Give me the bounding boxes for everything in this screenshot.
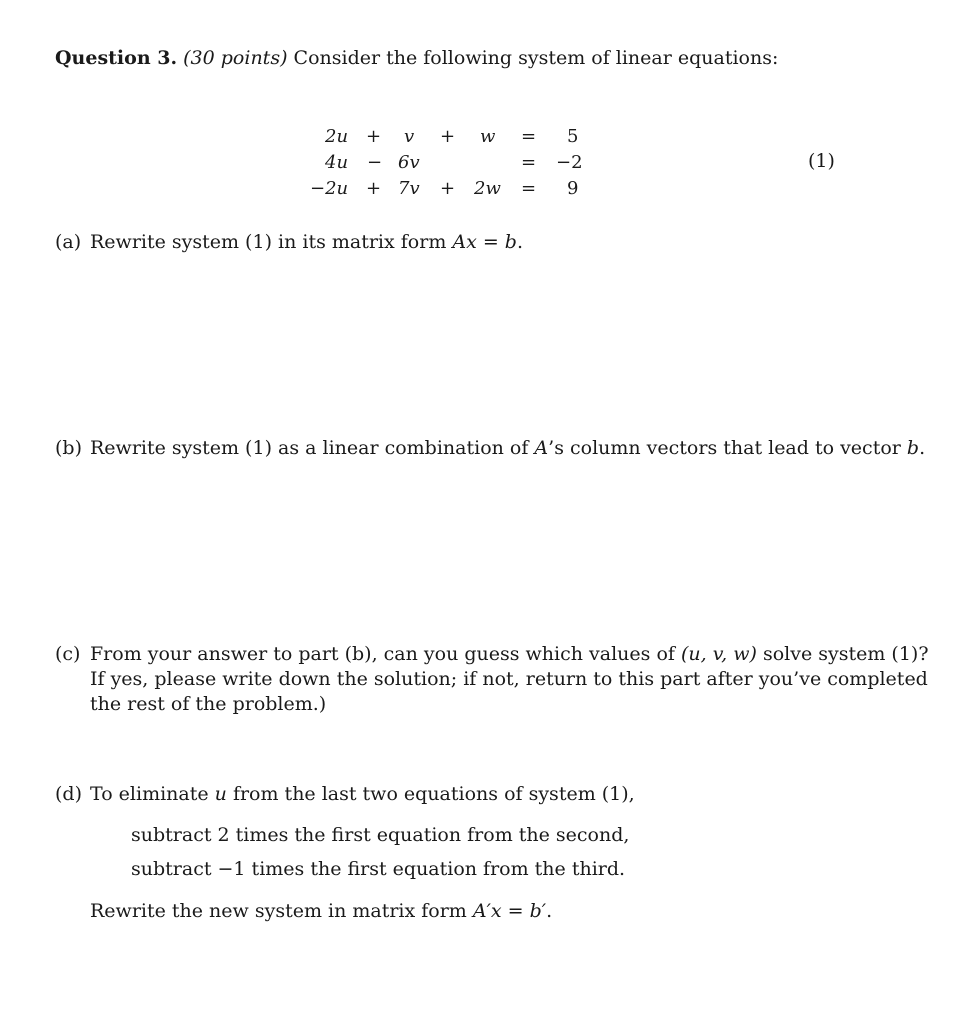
question-intro: Consider the following system of linear equations: xyxy=(293,47,779,69)
question-points: (30 points) xyxy=(183,47,288,69)
part-b-period: . xyxy=(919,437,926,459)
part-a-period: . xyxy=(516,231,524,253)
part-b-text: Rewrite system (1) as a linear combination of xyxy=(90,437,535,459)
part-d-label: (d) xyxy=(55,783,82,805)
part-d-line1: To eliminate xyxy=(90,783,215,805)
part-d xyxy=(55,783,635,805)
part-b xyxy=(55,437,925,459)
operator-2: + xyxy=(440,126,456,147)
equals-sign: = xyxy=(521,178,537,199)
operator-1: + xyxy=(366,178,382,199)
part-c-line-2: If yes, please write down the solution; if not, return to this part after you’ve completed xyxy=(90,668,928,690)
part-d-math-u: u xyxy=(214,783,227,805)
part-b-math-a: A xyxy=(534,437,549,459)
rhs-value: −2 xyxy=(556,152,583,173)
term-1: 4u xyxy=(325,152,349,173)
part-b-text-mid: ’s column vectors that lead to vector xyxy=(548,437,907,459)
part-b-math-b: b xyxy=(906,437,920,459)
equals-sign: = xyxy=(521,126,537,147)
part-a-math: Ax = b xyxy=(452,231,517,253)
part-c-label: (c) xyxy=(55,643,81,665)
operator-1: + xyxy=(366,126,382,147)
term-2: v xyxy=(404,126,415,147)
part-c xyxy=(55,643,929,665)
term-3: w xyxy=(480,126,496,147)
part-d-line1-end: from the last two equations of system (1), xyxy=(226,783,635,805)
part-d-step-2: subtract −1 times the first equation from the third. xyxy=(131,858,626,880)
operator-1: − xyxy=(367,152,383,173)
rhs-value: 9 xyxy=(567,178,579,199)
part-a-text: Rewrite system (1) in its matrix form xyxy=(90,231,453,253)
equation-number: (1) xyxy=(808,150,835,172)
part-c-math: (u, v, w) xyxy=(680,643,757,665)
part-b-label: (b) xyxy=(55,437,82,459)
rhs-value: 5 xyxy=(567,126,579,147)
part-d-final-period: . xyxy=(546,900,553,922)
part-a-label: (a) xyxy=(55,231,82,253)
question-label: Question 3. xyxy=(55,47,178,69)
part-d-final-text: Rewrite the new system in matrix form xyxy=(90,900,473,922)
term-2: 7v xyxy=(398,178,420,199)
term-1: −2u xyxy=(310,178,349,199)
operator-2: + xyxy=(440,178,456,199)
part-c-line1: From your answer to part (b), can you guess which values of xyxy=(90,643,681,665)
term-2: 6v xyxy=(398,152,420,173)
part-d-final-math: A′x = b′ xyxy=(472,900,547,922)
part-d-step-1: subtract 2 times the first equation from the second, xyxy=(131,824,630,846)
part-c-line-3: the rest of the problem.) xyxy=(90,693,327,715)
term-1: 2u xyxy=(325,126,349,147)
part-a xyxy=(55,231,523,253)
equals-sign: = xyxy=(521,152,537,173)
part-d-final xyxy=(90,900,552,922)
term-3: 2w xyxy=(474,178,501,199)
part-c-line1-end: solve system (1)? xyxy=(756,643,929,665)
question-heading xyxy=(55,47,778,69)
